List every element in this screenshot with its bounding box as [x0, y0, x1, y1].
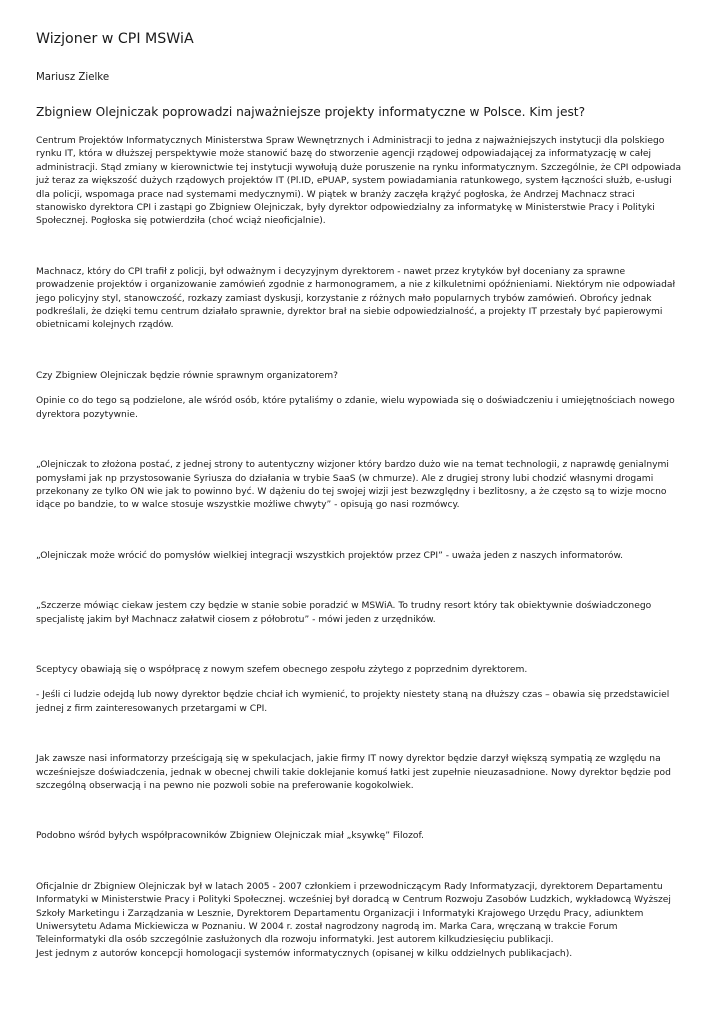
- paragraph-question: Czy Zbigniew Olejniczak będzie równie sprawnym organizatorem?: [36, 370, 339, 381]
- document-title: Wizjoner w CPI MSWiA: [36, 31, 194, 47]
- paragraph-biography: Oficjalnie dr Zbigniew Olejniczak był w latach 2005 - 2007 członkiem i przewodniczącym Rady Informatyzacji, dyrektorem Departamentu Informatyki w Ministerstwie Pracy i Polityki Społecznej. wcześniej był doradcą w Centrum Rozwoju Zasobów Ludzkich, wykładowcą Wyższej Szkoły Marketingu i Zarządzania w Lesznie, Dyrektorem Departamentu Organizacji i Informatyki Krajowego Urzędu Pracy, adiunktem Uniwersytetu Adama Mickiewicza w Poznaniu. W 2004 r. został nagrodzony nagrodą im. Marka Cara, wręczaną w trakcie Forum Teleinformatyki dla osób szczególnie zasłużonych dla rozwoju informatyki. Jest autorem kilkudziesięciu publikacji. Jest jednym z autorów koncepcji homologacji systemów informatycznych (opisanej w kilku oddzielnych publikacjach).: [36, 881, 671, 959]
- paragraph-machnacz: Machnacz, który do CPI trafił z policji, był odważnym i decyzyjnym dyrektorem - nawet przez krytyków był doceniany za sprawne prowadzenie projektów i organizowanie zamówień zgodnie z harmonogramem, a nie z kilkuletnimi opóźnieniami. Niektórym nie odpowiadał jego policyjny styl, stanowczość, rozkazy zamiast dyskusji, korzystanie z różnych mało popularnych trybów zamówień. Obrońcy jednak podkreślali, że dzięki temu centrum działało sprawnie, dyrektor brał na siebie odpowiedzialność, a projekty IT przestały być papierowymi obietnicami kolejnych rządów.: [36, 266, 676, 331]
- paragraph-quote-integration: „Olejniczak może wrócić do pomysłów wielkiej integracji wszystkich projektów przez CPI” - uważa jeden z naszych informatorów.: [36, 550, 623, 561]
- paragraph-cpi-intro: Centrum Projektów Informatycznych Ministerstwa Spraw Wewnętrznych i Administracji to jedna z najważniejszych instytucji dla polskiego rynku IT, która w dłuższej perspektywie może stanowić bazę do stworzenie agencji rządowej odpowiadającej za informatyzację w całej administracji. Stąd zmiany w kierownictwie tej instytucji wywołują duże poruszenie na rynku informatycznym. Szczególnie, że CPI odpowiada już teraz za większość dużych rządowych projektów IT (Pl.ID, ePUAP, system powiadamiania ratunkowego, system łączności służb, e-usługi dla policji, wspomaga prace nad systemami medycznymi). W piątek w branży zaczęła krążyć pogłoska, że Andrzej Machnacz straci stanowisko dyrektora CPI i zastąpi go Zbigniew Olejniczak, były dyrektor odpowiedzialny za informatykę w Ministerstwie Pracy i Polityki Społecznej. Pogłoska się potwierdziła (choć wciąż nieoficjalnie).: [36, 136, 682, 227]
- author-name: Mariusz Zielke: [36, 72, 110, 83]
- paragraph-quote-visionary: „Olejniczak to złożona postać, z jednej strony to autentyczny wizjoner który bardzo dużo wie na temat technologii, z naprawdę genialnymi pomysłami jak np przystosowanie Syriusza do działania w trybie SaaS (w chmurze). Ale z drugiej strony lubi chodzić własnymi drogami przekonany ze tylko ON wie jak to powinno być. W dążeniu do tej swojej wizji jest bezwzględny i bezlitosny, a że często są to wizje mocno idące po bandzie, to w walce stosuje wszystkie możliwe chwyty” - opisują go nasi rozmówcy.: [36, 460, 669, 511]
- paragraph-opinions: Opinie co do tego są podzielone, ale wśród osób, które pytaliśmy o zdanie, wielu wypowiada się o doświadczeniu i umiejętnościach nowego dyrektora pozytywnie.: [36, 396, 675, 420]
- article-headline: Zbigniew Olejniczak poprowadzi najważniejsze projekty informatyczne w Polsce. Kim jest?: [36, 105, 586, 119]
- paragraph-company-quote: - Jeśli ci ludzie odejdą lub nowy dyrektor będzie chciał ich wymienić, to projekty niestety staną na dłuższy czas – obawia się przedstawiciel jednej z firm zainteresowanych przetargami w CPI.: [36, 690, 670, 714]
- paragraph-sceptics: Sceptycy obawiają się o współpracę z nowym szefem obecnego zespołu zżytego z poprzednim dyrektorem.: [36, 664, 528, 675]
- paragraph-quote-mswia: „Szczerze mówiąc ciekaw jestem czy będzie w stanie sobie poradzić w MSWiA. To trudny resort który tak obiektywnie doświadczonego specjalistę jakim był Machnacz załatwił ciosem z półobrotu” - mówi jeden z urzędników.: [36, 601, 652, 625]
- paragraph-speculation: Jak zawsze nasi informatorzy prześcigają się w spekulacjach, jakie firmy IT nowy dyrektor będzie darzył większą sympatią ze względu na wcześniejsze doświadczenia, jednak w obecnej chwili takie doklejanie komuś łatki jest zupełnie nieuzasadnione. Nowy dyrektor będzie pod szczególną obserwacją i na pewno nie pozwoli sobie na preferowanie kogokolwiek.: [36, 754, 671, 791]
- paragraph-nickname: Podobno wśród byłych współpracowników Zbigniew Olejniczak miał „ksywkę” Filozof.: [36, 831, 424, 842]
